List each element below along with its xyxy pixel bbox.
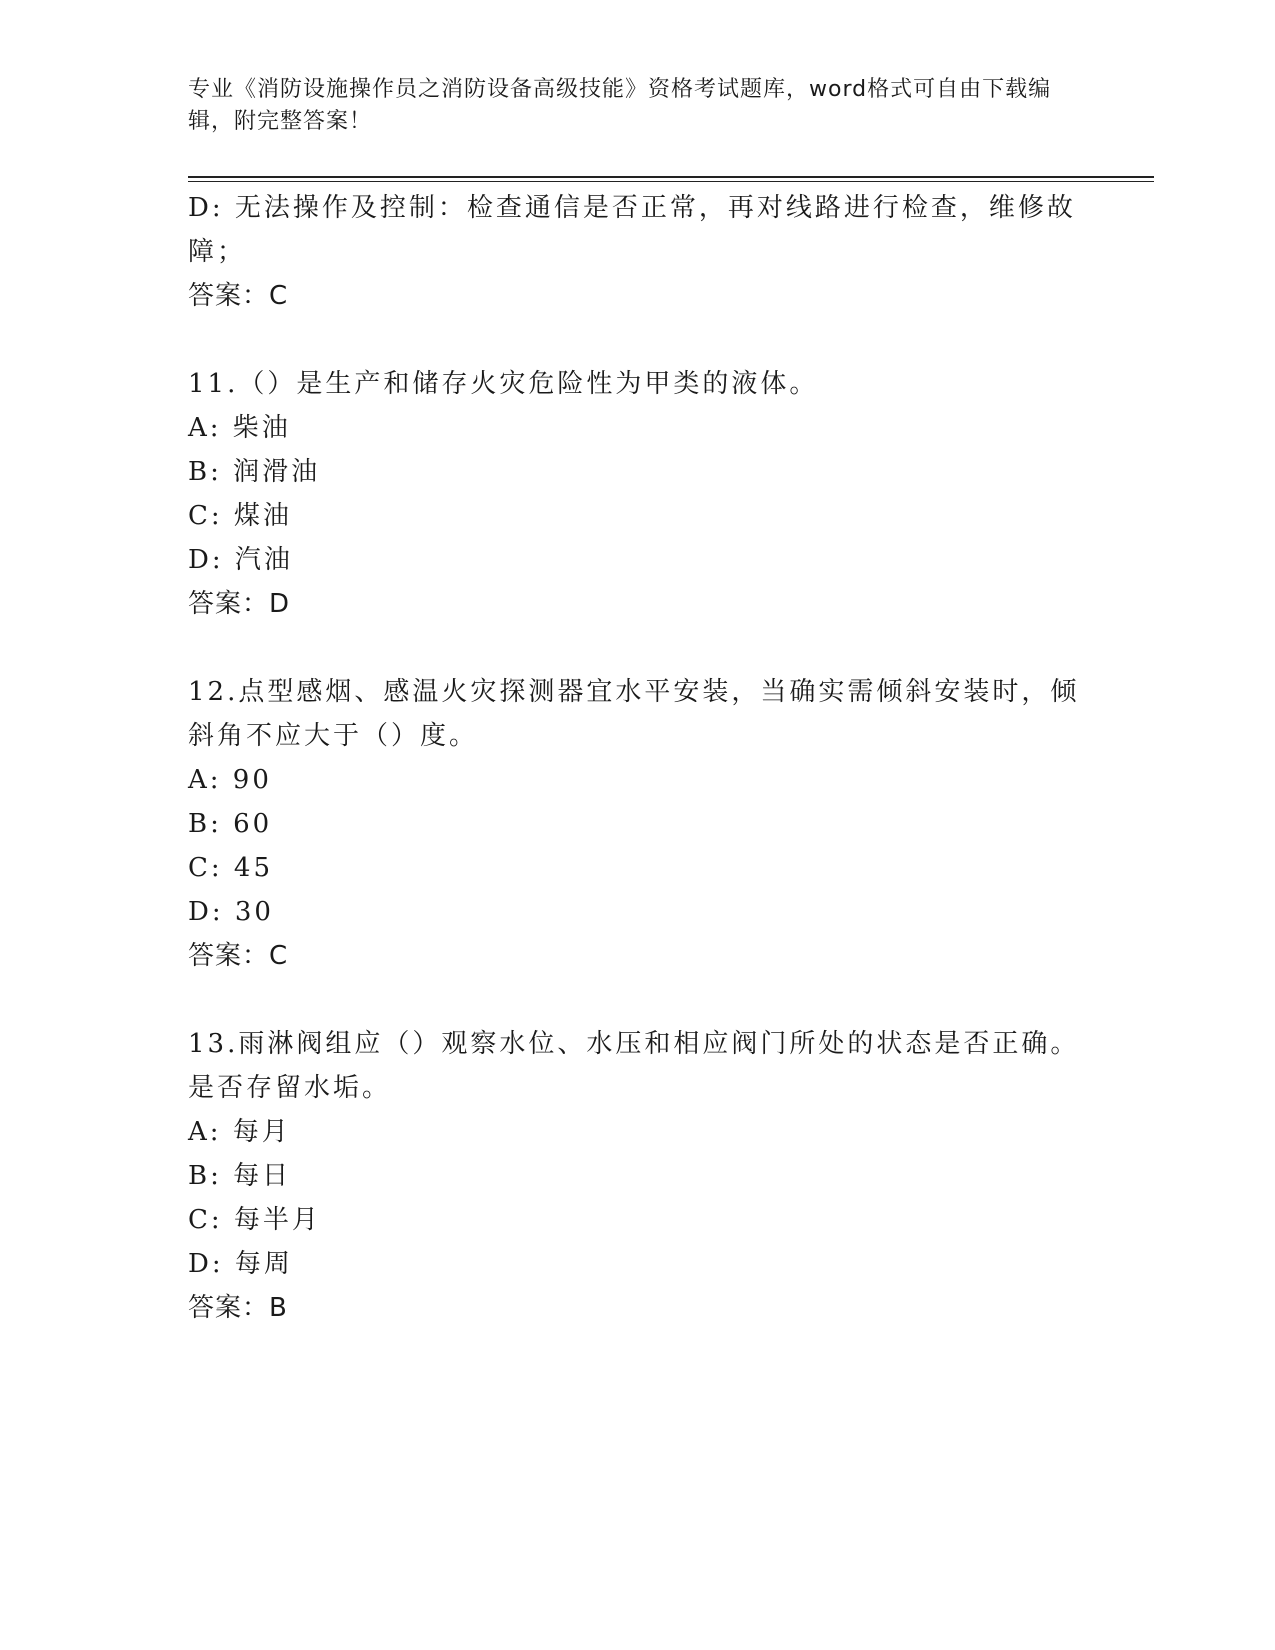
header-divider-thin (188, 181, 1154, 182)
question-12-option-d: D: 30 (188, 897, 274, 927)
question-11-option-b: B: 润滑油 (188, 457, 321, 487)
question-11-option-a: A: 柴油 (188, 413, 291, 443)
question-11-answer: 答案：D (188, 589, 291, 619)
document-header: 专业《消防设施操作员之消防设备高级技能》资格考试题库，word格式可自由下载编辑，附完整答案！ (188, 77, 1052, 134)
question-12-answer: 答案：C (188, 941, 289, 971)
question-12-option-c: C: 45 (188, 853, 274, 883)
header-divider (188, 176, 1154, 178)
question-12-stem-line2: 斜角不应大于（）度。 (188, 721, 479, 751)
question-13-option-b: B: 每日 (188, 1161, 292, 1191)
prev-answer: 答案：C (188, 281, 289, 311)
question-12-stem-line1: 12.点型感烟、感温火灾探测器宜水平安装，当确实需倾斜安装时，倾 (188, 677, 1080, 707)
question-11-option-c: C: 煤油 (188, 501, 292, 531)
prev-option-d-line1: D: 无法操作及控制：检查通信是否正常，再对线路进行检查，维修故 (188, 193, 1076, 223)
question-11-option-d: D: 汽油 (188, 545, 293, 575)
question-13-option-d: D: 每周 (188, 1249, 293, 1279)
question-13-answer: 答案：B (188, 1293, 288, 1323)
question-13-stem-line2: 是否存留水垢。 (188, 1073, 392, 1103)
question-13-option-a: A: 每月 (188, 1117, 291, 1147)
question-13-stem-line1: 13.雨淋阀组应（）观察水位、水压和相应阀门所处的状态是否正确。 (188, 1029, 1080, 1059)
question-13-option-c: C: 每半月 (188, 1205, 321, 1235)
question-11-stem: 11.（）是生产和储存火灾危险性为甲类的液体。 (188, 369, 819, 399)
prev-option-d-line2: 障； (188, 237, 247, 267)
question-12-option-a: A: 90 (188, 765, 272, 795)
question-12-option-b: B: 60 (188, 809, 273, 839)
